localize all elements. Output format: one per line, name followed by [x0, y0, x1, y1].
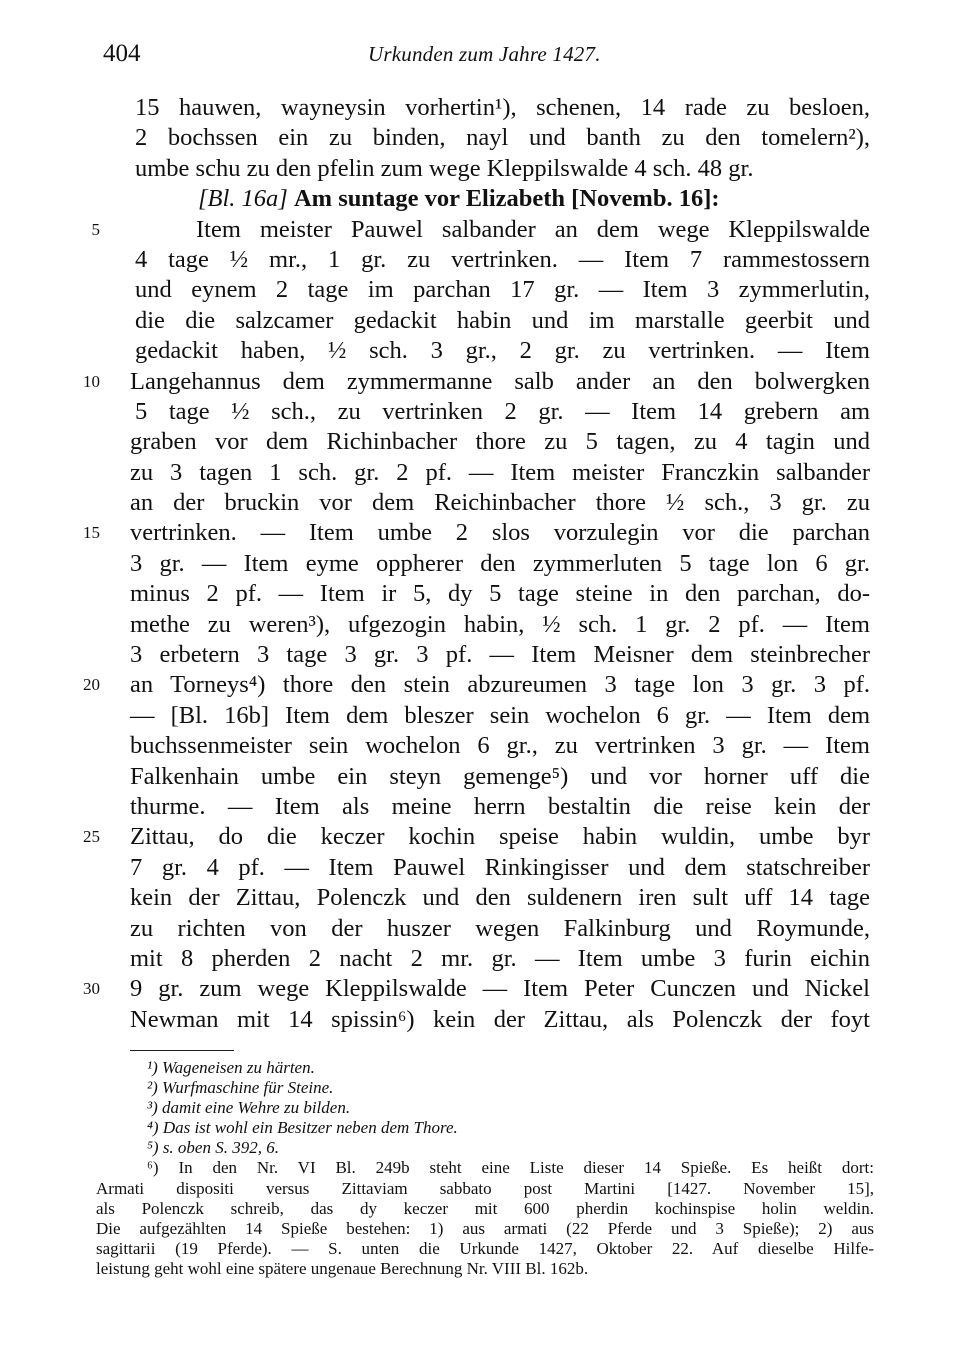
footnote: ²) Wurfmaschine für Steine. [147, 1078, 334, 1098]
text-line [135, 336, 870, 366]
text-line [135, 154, 870, 184]
line-text: 2 bochssen ein zu binden, nayl und banth zu den tomelern²), [135, 124, 870, 152]
text-line [130, 1005, 870, 1035]
line-text: Item meister Pauwel salbander an dem wege Kleppilswalde [196, 215, 870, 243]
line-text: thurme. — Item als meine herrn bestaltin die reise kein der [130, 792, 870, 820]
text-line [83, 670, 870, 700]
text-line [130, 610, 870, 640]
line-text: mit 8 pherden 2 nacht 2 mr. gr. — Item umbe 3 furin eichin [130, 944, 870, 972]
text-line [130, 944, 870, 974]
text-line [130, 701, 870, 731]
text-line [83, 822, 870, 852]
line-text: an der bruckin vor dem Reichinbacher thore ½ sch., 3 gr. zu [130, 489, 870, 517]
line-text: Falkenhain umbe ein steyn gemenge⁵) und vor horner uff die [130, 762, 870, 790]
text-line [83, 367, 870, 397]
line-number: 30 [83, 979, 100, 999]
footnote: ¹) Wageneisen zu härten. [147, 1058, 315, 1077]
text-line [130, 579, 870, 609]
text-line [130, 458, 870, 488]
footnote-continuation: sagittarii (19 Pferde). — S. unten die Urkunde 1427, Oktober 22. Auf dieselbe Hilfe- [96, 1238, 874, 1258]
text-line [91, 215, 870, 245]
line-text: 9 gr. zum wege Kleppilswalde — Item Peter Cunczen und Nickel [130, 975, 870, 1003]
line-text: zu richten von der huszer wegen Falkinburg und Roymunde, [130, 914, 870, 942]
line-text: vertrinken. — Item umbe 2 slos vorzulegin vor die parchan [130, 519, 870, 547]
body-text [83, 93, 870, 1035]
line-text: 4 tage ½ mr., 1 gr. zu vertrinken. — Item 7 rammestossern [135, 245, 870, 273]
line-text: graben vor dem Richinbacher thore zu 5 tagen, zu 4 tagin und [130, 428, 870, 456]
text-line [83, 974, 870, 1004]
text-line [135, 397, 870, 427]
footnote: ⁶) In den Nr. VI Bl. 249b steht eine Liste dieser 14 Spieße. Es heißt dort: [147, 1158, 874, 1178]
running-title: Urkunden zum Jahre 1427. [368, 42, 601, 66]
footnote: ⁵) s. oben S. 392, 6. [147, 1138, 279, 1158]
line-number: 15 [83, 523, 100, 543]
text-line [130, 640, 870, 670]
line-text: gedackit haben, ½ sch. 3 gr., 2 gr. zu vertrinken. — Item [135, 337, 870, 365]
line-number: 5 [91, 219, 100, 239]
line-text: methe zu weren³), ufgezogin habin, ½ sch. 1 gr. 2 pf. — Item [130, 610, 870, 638]
line-text: 3 gr. — Item eyme oppherer den zymmerluten 5 tage lon 6 gr. [130, 549, 870, 577]
footnote-continuation: als Polenczk schreib, das dy keczer mit 600 pherdin kochinspise holin weldin. [96, 1198, 874, 1218]
line-text: an Torneys⁴) thore den stein abzureumen 3 tage lon 3 gr. 3 pf. [130, 671, 870, 699]
text-line [130, 762, 870, 792]
footnote-continuation: leistung geht wohl eine spätere ungenaue Berechnung Nr. VIII Bl. 162b. [96, 1258, 589, 1278]
text-line [83, 518, 870, 548]
line-text: 5 tage ½ sch., zu vertrinken 2 gr. — Item 14 grebern am [135, 397, 870, 425]
line-text: kein der Zittau, Polenczk und den suldenern iren sult uff 14 tage [130, 884, 870, 912]
footnote: ⁴) Das ist wohl ein Besitzer neben dem Thore. [147, 1118, 458, 1138]
text-line [135, 245, 870, 275]
footnote-continuation: Armati dispositi versus Zittaviam sabbato post Martini [1427. November 15], [96, 1178, 874, 1198]
line-text: 7 gr. 4 pf. — Item Pauwel Rinkingisser und dem statschreiber [130, 853, 870, 881]
line-text: und eynem 2 tage im parchan 17 gr. — Item 3 zymmerlutin, [135, 276, 870, 304]
footnote: ³) damit eine Wehre zu bilden. [147, 1098, 351, 1118]
footnotes [96, 1058, 874, 1279]
section-title: Am suntage vor Elizabeth [Novemb. 16]: [293, 185, 720, 213]
text-line [130, 883, 870, 913]
section-heading [198, 184, 870, 214]
line-text: Langehannus dem zymmermanne salb ander an den bolwergken [130, 367, 870, 395]
footnote-divider [130, 1050, 234, 1051]
folio-reference: [Bl. 16a] [198, 185, 288, 213]
page-number: 404 [103, 40, 141, 67]
text-line [130, 914, 870, 944]
line-text: zu 3 tagen 1 sch. gr. 2 pf. — Item meister Franczkin salbander [130, 458, 870, 486]
line-number: 10 [83, 371, 100, 391]
line-text: 3 erbetern 3 tage 3 gr. 3 pf. — Item Meisner dem steinbrecher [130, 641, 870, 669]
page-header [0, 38, 960, 74]
text-line [135, 275, 870, 305]
text-line [130, 549, 870, 579]
text-line [130, 792, 870, 822]
line-number: 25 [83, 827, 100, 847]
line-text: minus 2 pf. — Item ir 5, dy 5 tage steine in den parchan, do- [130, 580, 870, 608]
line-text: Newman mit 14 spissin⁶) kein der Zittau, als Polenczk der foyt [130, 1005, 870, 1033]
text-line [130, 488, 870, 518]
text-line [135, 93, 870, 123]
line-text: — [Bl. 16b] Item dem bleszer sein wochelon 6 gr. — Item dem [130, 701, 870, 729]
line-text: die die salzcamer gedackit habin und im marstalle geerbit und [135, 306, 870, 334]
line-text: buchssenmeister sein wochelon 6 gr., zu vertrinken 3 gr. — Item [130, 732, 870, 760]
footnote-continuation: Die aufgezählten 14 Spieße bestehen: 1) aus armati (22 Pferde und 3 Spieße); 2) aus [96, 1218, 874, 1238]
line-text: 15 hauwen, wayneysin vorhertin¹), schenen, 14 rade zu besloen, [135, 94, 870, 121]
text-line [135, 306, 870, 336]
line-number: 20 [83, 675, 100, 695]
text-line [130, 853, 870, 883]
text-line [135, 123, 870, 153]
line-text: umbe schu zu den pfelin zum wege Kleppilswalde 4 sch. 48 gr. [135, 154, 754, 182]
text-line [130, 731, 870, 761]
line-text: Zittau, do die keczer kochin speise habin wuldin, umbe byr [130, 823, 870, 851]
text-line [130, 427, 870, 457]
